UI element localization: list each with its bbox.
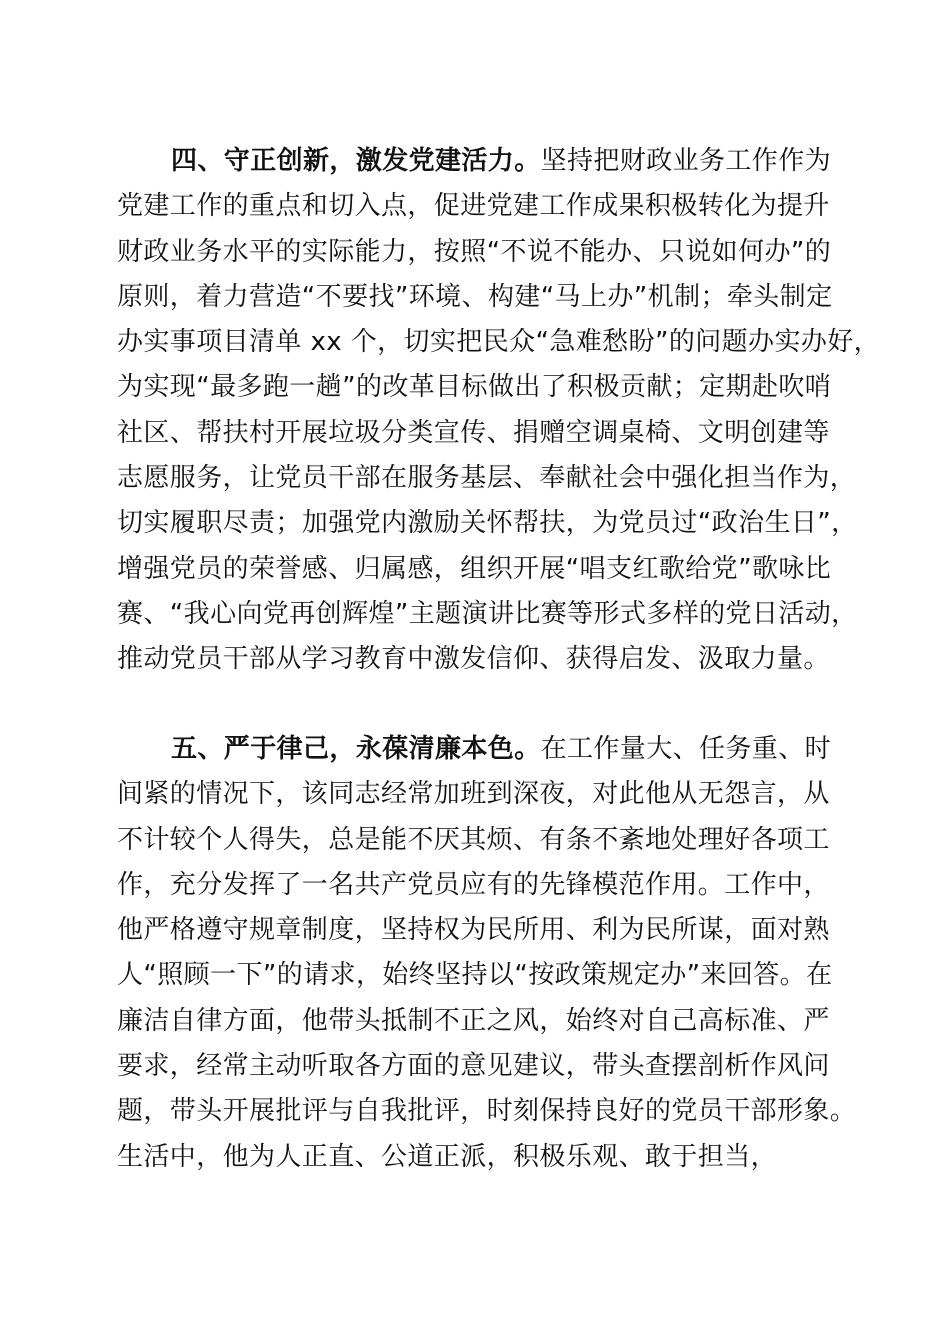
paragraph-line <box>117 727 837 772</box>
paragraph-line: 要求，经常主动听取各方面的意见建议，带头查摆剖析作风问 <box>117 1051 830 1082</box>
paragraph-line: 人“照顾一下”的请求，始终坚持以“按政策规定办”来回答。在 <box>117 960 833 991</box>
paragraph-line: 为实现“最多跑一趟”的改革目标做出了积极贡献；定期赴吹哨 <box>117 372 832 403</box>
paragraph-line: 增强党员的荣誉感、归属感，组织开展“唱支红歌给党”歌咏比 <box>117 553 832 584</box>
line-text: 在工作量大、任务重、时 <box>540 734 832 764</box>
paragraph-line: 不计较个人得失，总是能不厌其烦、有条不紊地处理好各项工 <box>117 824 830 855</box>
paragraph-line: 赛、“我心向党再创辉煌”主题演讲比赛等形式多样的党日活动， <box>117 598 858 629</box>
paragraph-line: 生活中，他为人正直、公道正派，积极乐观、敢于担当， <box>117 1141 778 1172</box>
paragraph-line: 财政业务水平的实际能力，按照“不说不能办、只说如何办”的 <box>117 236 832 267</box>
paragraph-line: 间紧的情况下，该同志经常加班到深夜，对此他从无怨言，从 <box>117 779 830 810</box>
line-text: 坚持把财政业务工作作为 <box>540 146 832 176</box>
paragraph-line: 廉洁自律方面，他带头抵制不正之风，始终对自己高标准、严 <box>117 1005 830 1036</box>
paragraph-line: 推动党员干部从学习教育中激发信仰、获得启发、汲取力量。 <box>117 644 830 675</box>
paragraph-line: 他严格遵守规章制度，坚持权为民所用、利为民所谋，面对熟 <box>117 915 830 946</box>
paragraph-line: 党建工作的重点和切入点，促进党建工作成果积极转化为提升 <box>117 191 830 222</box>
paragraph-line: 原则，着力营造“不要找”环境、构建“马上办”机制；牵头制定 <box>117 281 833 312</box>
paragraph-line: 作，充分发挥了一名共产党员应有的先锋模范作用。工作中， <box>117 869 830 900</box>
paragraph-four <box>117 139 881 683</box>
paragraph-line: 切实履职尽责；加强党内激励关怀帮扶，为党员过“政治生日”， <box>117 508 858 539</box>
paragraph-five <box>117 727 857 1180</box>
paragraph-line: 志愿服务，让党员干部在服务基层、奉献社会中强化担当作为， <box>117 463 857 494</box>
paragraph-line: 社区、帮扶村开展垃圾分类宣传、捐赠空调桌椅、文明创建等 <box>117 417 830 448</box>
paragraph-line <box>117 139 837 184</box>
paragraph-line: 办实事项目清单 xx 个，切实把民众“急难愁盼”的问题办实办好， <box>117 327 881 358</box>
section-heading: 四、守正创新，激发党建活力。 <box>171 146 541 176</box>
paragraph-line: 题，带头开展批评与自我批评，时刻保持良好的党员干部形象。 <box>117 1096 857 1127</box>
section-heading: 五、严于律己，永葆清廉本色。 <box>171 734 541 764</box>
